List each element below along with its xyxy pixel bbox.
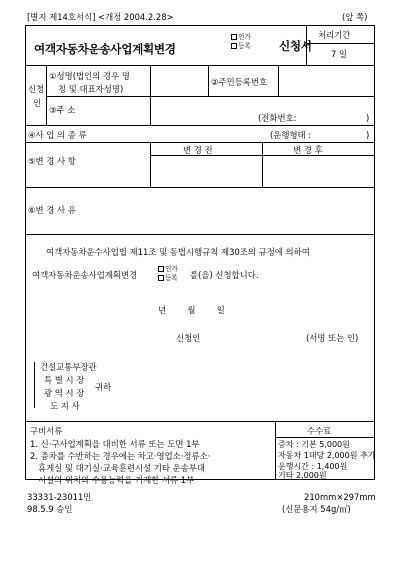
divider — [275, 437, 375, 438]
signature-or-seal-label: (서명 또는 인) — [306, 333, 359, 343]
paper-size: 210mm×297mm — [304, 492, 376, 502]
recipient-suffix: 귀하 — [95, 382, 112, 392]
before-change-label: 변 경 전 — [183, 145, 213, 155]
business-type-field[interactable] — [110, 126, 260, 140]
recipient-metropolitan-mayor: 광 역 시 장 — [44, 388, 85, 398]
name-field[interactable] — [152, 67, 206, 94]
fee-line-3: 운행시간 : 1,400원 — [278, 462, 348, 471]
divider — [25, 187, 375, 188]
divider — [150, 65, 151, 125]
business-type-label: ④사 업 의 종 류 — [28, 130, 87, 140]
rrn-label: ②주민등록번호 — [211, 77, 268, 87]
statement-approval-label: 인가 — [165, 265, 178, 273]
statement-line-2-post: 를(을) 신청합니다. — [190, 270, 259, 280]
reason-field[interactable] — [110, 189, 373, 231]
form-code: 33331-23011민 — [27, 492, 92, 502]
after-change-label: 변 경 후 — [293, 145, 323, 155]
applicant-group-label: 신청 — [28, 84, 45, 94]
statement-approval-checkbox[interactable] — [158, 266, 164, 272]
applicant-signature-label: 신청인 — [176, 333, 201, 343]
divider — [306, 25, 307, 65]
document-item-1: 1. 신·구사업계획을 대비한 서류 또는 도면 1부 — [30, 439, 200, 449]
name-label-2: 칭 및 대표자성명) — [58, 84, 124, 94]
changes-label: ⑤변 경 사 항 — [28, 156, 76, 166]
form-title — [34, 38, 176, 57]
fee-line-1: 증차 : 기본 5,000원 — [278, 440, 350, 449]
divider — [150, 155, 375, 156]
processing-period-value: 7 일 — [331, 49, 348, 59]
phone-close: ) — [366, 113, 370, 123]
documents-label: 구비서류 — [30, 426, 63, 436]
recipient-minister: 건설교통부장관 — [40, 362, 97, 372]
statement-line-1: 여객자동차운수사업법 제11조 및 동법시행규칙 제30조의 규정에 의하여 — [46, 247, 310, 257]
statement-line-2-pre: 여객자동차운송사업계획변경 — [32, 270, 138, 280]
recipient-governor: 도 지 사 — [50, 401, 80, 411]
rrn-field[interactable] — [280, 67, 373, 94]
statement-registration-checkbox[interactable] — [158, 275, 164, 281]
operation-type-label: (운행형태 : — [270, 130, 312, 140]
after-change-field[interactable] — [264, 157, 373, 185]
divider — [150, 142, 151, 187]
processing-period-label: 처리기간 — [318, 30, 351, 40]
registration-option-label: 등록 — [238, 42, 251, 50]
divider — [262, 142, 263, 187]
approval-date: 98.5.9 승인 — [27, 504, 73, 514]
divider — [306, 43, 375, 44]
document-item-2: 2. 증차를 수반하는 경우에는 차고·영업소·정류소· — [30, 451, 211, 461]
approval-checkbox[interactable] — [231, 34, 237, 40]
divider — [208, 65, 209, 96]
recipient-special-city-mayor: 특 별 시 장 — [44, 375, 85, 385]
divider — [25, 421, 375, 422]
paper-type: (신문용지 54g/㎡) — [282, 504, 351, 514]
statement-registration-label: 등록 — [165, 274, 178, 282]
document-item-2-cont: 휴게실 및 대기실·교육훈련시설 기타 운송부대 — [38, 463, 206, 473]
divider — [46, 65, 47, 125]
page-side-label: (앞 쪽) — [342, 12, 368, 22]
before-change-field[interactable] — [152, 157, 260, 185]
divider — [25, 234, 375, 235]
name-label: ①성명(법인의 경우 명 — [49, 71, 130, 81]
fees-label: 수수료 — [307, 426, 332, 436]
document-item-2-cont-2: 시설의 위치와 수용능력을 기재한 서류 1부 — [38, 475, 195, 485]
fee-line-2: 자동차 1대당 2,000원 추가 — [278, 451, 376, 460]
divider — [25, 142, 375, 143]
address-label: ③주 소 — [49, 105, 76, 115]
operation-type-close: ) — [366, 130, 370, 140]
registration-checkbox[interactable] — [231, 43, 237, 49]
fee-line-4: 기타 2,000원 — [278, 471, 327, 480]
title-options — [231, 33, 251, 51]
title-main: 여객자동차운송사업계획변경 — [34, 42, 176, 56]
approval-option-label: 인가 — [238, 33, 251, 41]
title-suffix: 신청서 — [279, 39, 312, 53]
form-number: [별지 제14호서식] <개정 2004.2.28> — [27, 12, 174, 22]
divider — [275, 421, 276, 480]
application-date: 년 월 일 — [158, 305, 225, 315]
phone-label: (전화번호: — [258, 113, 297, 123]
divider — [46, 96, 375, 97]
statement-options — [158, 265, 178, 283]
divider — [25, 65, 375, 66]
applicant-group-label-2: 인 — [33, 98, 42, 108]
reason-label: ⑥변 경 사 유 — [28, 205, 76, 215]
divider — [278, 65, 279, 96]
